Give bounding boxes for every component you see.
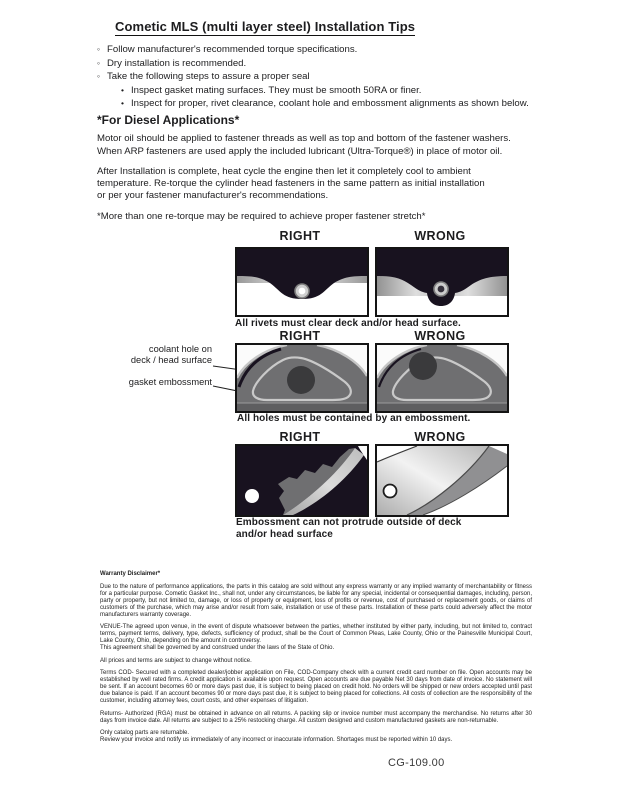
paragraph-line: When ARP fasteners are used apply the included lubricant (Ultra-Torque®) in place of motor oil. (97, 145, 503, 157)
rivet-caption: All rivets must clear deck and/or head surface. (235, 318, 461, 329)
sub-list-item (97, 84, 529, 98)
right-header: RIGHT (279, 229, 321, 243)
list-item-text: Inspect for proper, rivet clearance, coolant hole and embossment alignments as shown below. (131, 98, 529, 109)
paragraph-line: After Installation is complete, heat cycle the engine then let it completely cool to ambient (97, 165, 471, 177)
diagram-protrude-wrong (375, 444, 509, 517)
paragraph (97, 166, 511, 203)
protrude-caption (236, 517, 461, 540)
retorque-note: *More than one re-torque may be required to achieve proper fastener stretch* (97, 210, 426, 222)
hole-wrong-illustration (377, 345, 507, 411)
catalog-page-code: CG-109.00 (388, 757, 445, 769)
open-bullet-icon: ◦ (97, 57, 101, 68)
open-bullet-icon: ◦ (97, 44, 101, 54)
open-bullet-icon: ◦ (97, 71, 101, 81)
diagram-hole-right (235, 343, 369, 413)
rivet-wrong-illustration (377, 249, 507, 315)
hole-right-illustration (237, 345, 367, 411)
review-note: Review your invoice and notify us immediately of any incorrect or inaccurate information. Shortages must be reported within 10 days. (100, 737, 453, 743)
terms-paragraph: Terms COD- Secured with a completed dealer/jobber application on File, COD-Company check with a current credit card number on file. Open accounts may be established by well rated firms. A credit application is available upon request. Open accounts are due payable Net 30 days from date of invoice. No statement will be sent. If an account becomes 60 or more days past due, it is subject to being placed on credit hold. No orders will be shipped or new orders accepted until past due balance is paid. If an account becomes 90 or more days past due, it is subject to being placed for collections. All costs of collection are the responsibility of the customer, including attorney fees, court costs, and other expenses of litigation. (100, 670, 532, 704)
bullet-icon: • (121, 84, 124, 95)
prices-note: All prices and terms are subject to change without notice. (100, 657, 252, 664)
returnable-note: Only catalog parts are returnable. (100, 730, 190, 736)
diagram-hole-wrong (375, 343, 509, 413)
protrude-right-illustration (237, 446, 367, 515)
venue-paragraph: VENUE-The agreed upon venue, in the event of dispute whatsoever between the parties, whether instituted by either party, including, but not limited to, contract terms, payment terms, delivery, type, defects, sufficiency of product, shall be the Court of Common Pleas, Lake County, Ohio or the Painesville Municipal Court, Lake County, Ohio, depending on the amount in controversy. (100, 624, 532, 644)
warranty-heading: Warranty Disclaimer* (100, 571, 161, 577)
right-header: RIGHT (279, 329, 321, 343)
diesel-applications-section (97, 114, 511, 223)
returns-paragraph: Returns- Authorized (RGA) must be obtained in advance on all returns. A packing slip or invoice number must accompany the merchandise. No returns after 30 days from invoice date. All returns are subject to a 25% restocking charge. All custom designed and custom manufactured gaskets are non-returnable. (100, 710, 532, 724)
list-item-text: Dry installation is recommended. (107, 57, 247, 69)
list-item-text: Inspect gasket mating surfaces. They must be smooth 50RA or finer. (131, 84, 422, 96)
list-item (97, 70, 529, 84)
paragraph-line: temperature. Re-torque the cylinder head fasteners in the same pattern as initial installation (97, 178, 485, 190)
list-item (97, 43, 529, 57)
caption-line: and/or head surface (236, 528, 333, 540)
coolant-hole-label (95, 344, 212, 366)
label-line: coolant hole on (148, 344, 212, 354)
section-heading: *For Diesel Applications* (97, 113, 240, 127)
page-title: Cometic MLS (multi layer steel) Installation Tips (115, 19, 416, 34)
list-item-text: Follow manufacturer's recommended torque specifications. (107, 44, 358, 55)
installation-tips-list (97, 43, 529, 111)
list-item (97, 57, 529, 71)
protrude-wrong-illustration (377, 446, 507, 515)
diagram-rivet-wrong (375, 247, 509, 317)
paragraph-line: or per your fastener manufacturer's recommendations. (97, 190, 329, 202)
wrong-header: WRONG (414, 329, 466, 343)
caption-line: Embossment can not protrude outside of deck (236, 517, 462, 528)
sub-list-item (97, 97, 529, 111)
diagram-protrude-right (235, 444, 369, 517)
venue-note: This agreement shall be governed by and construed under the laws of the State of Ohio. (100, 645, 335, 651)
label-line: deck / head surface (130, 355, 212, 366)
warranty-paragraph: Due to the nature of performance applications, the parts in this catalog are sold without any express warranty or any implied warranty of merchantability or fitness for a particular purpose. Cometic Gasket Inc., shall not, under any circumstances, be liable for any special, incidental or consequential damages, including, person, party or property, but not limited to, damage, or loss of property or equipment, loss of profits or revenue, cost of purchased or replacement goods, or claims of customers of the purchase, which may arise and/or result from sale, installation or use of these parts. Installation of these parts could adversely affect the motor manufacturers warranty coverage. (100, 583, 532, 618)
wrong-header: WRONG (414, 430, 466, 444)
hole-caption: All holes must be contained by an embossment. (237, 413, 471, 424)
warranty-disclaimer-section (100, 571, 532, 744)
paragraph-line: Motor oil should be applied to fastener threads as well as top and bottom of the fastener washers. (97, 133, 511, 145)
right-header: RIGHT (279, 430, 321, 444)
wrong-header: WRONG (414, 229, 466, 243)
diagram-rivet-right (235, 247, 369, 317)
paragraph (97, 133, 511, 158)
rivet-right-illustration (237, 249, 367, 315)
bullet-icon: • (121, 98, 124, 108)
list-item-text: Take the following steps to assure a proper seal (107, 71, 310, 82)
gasket-embossment-label: gasket embossment (128, 377, 212, 387)
